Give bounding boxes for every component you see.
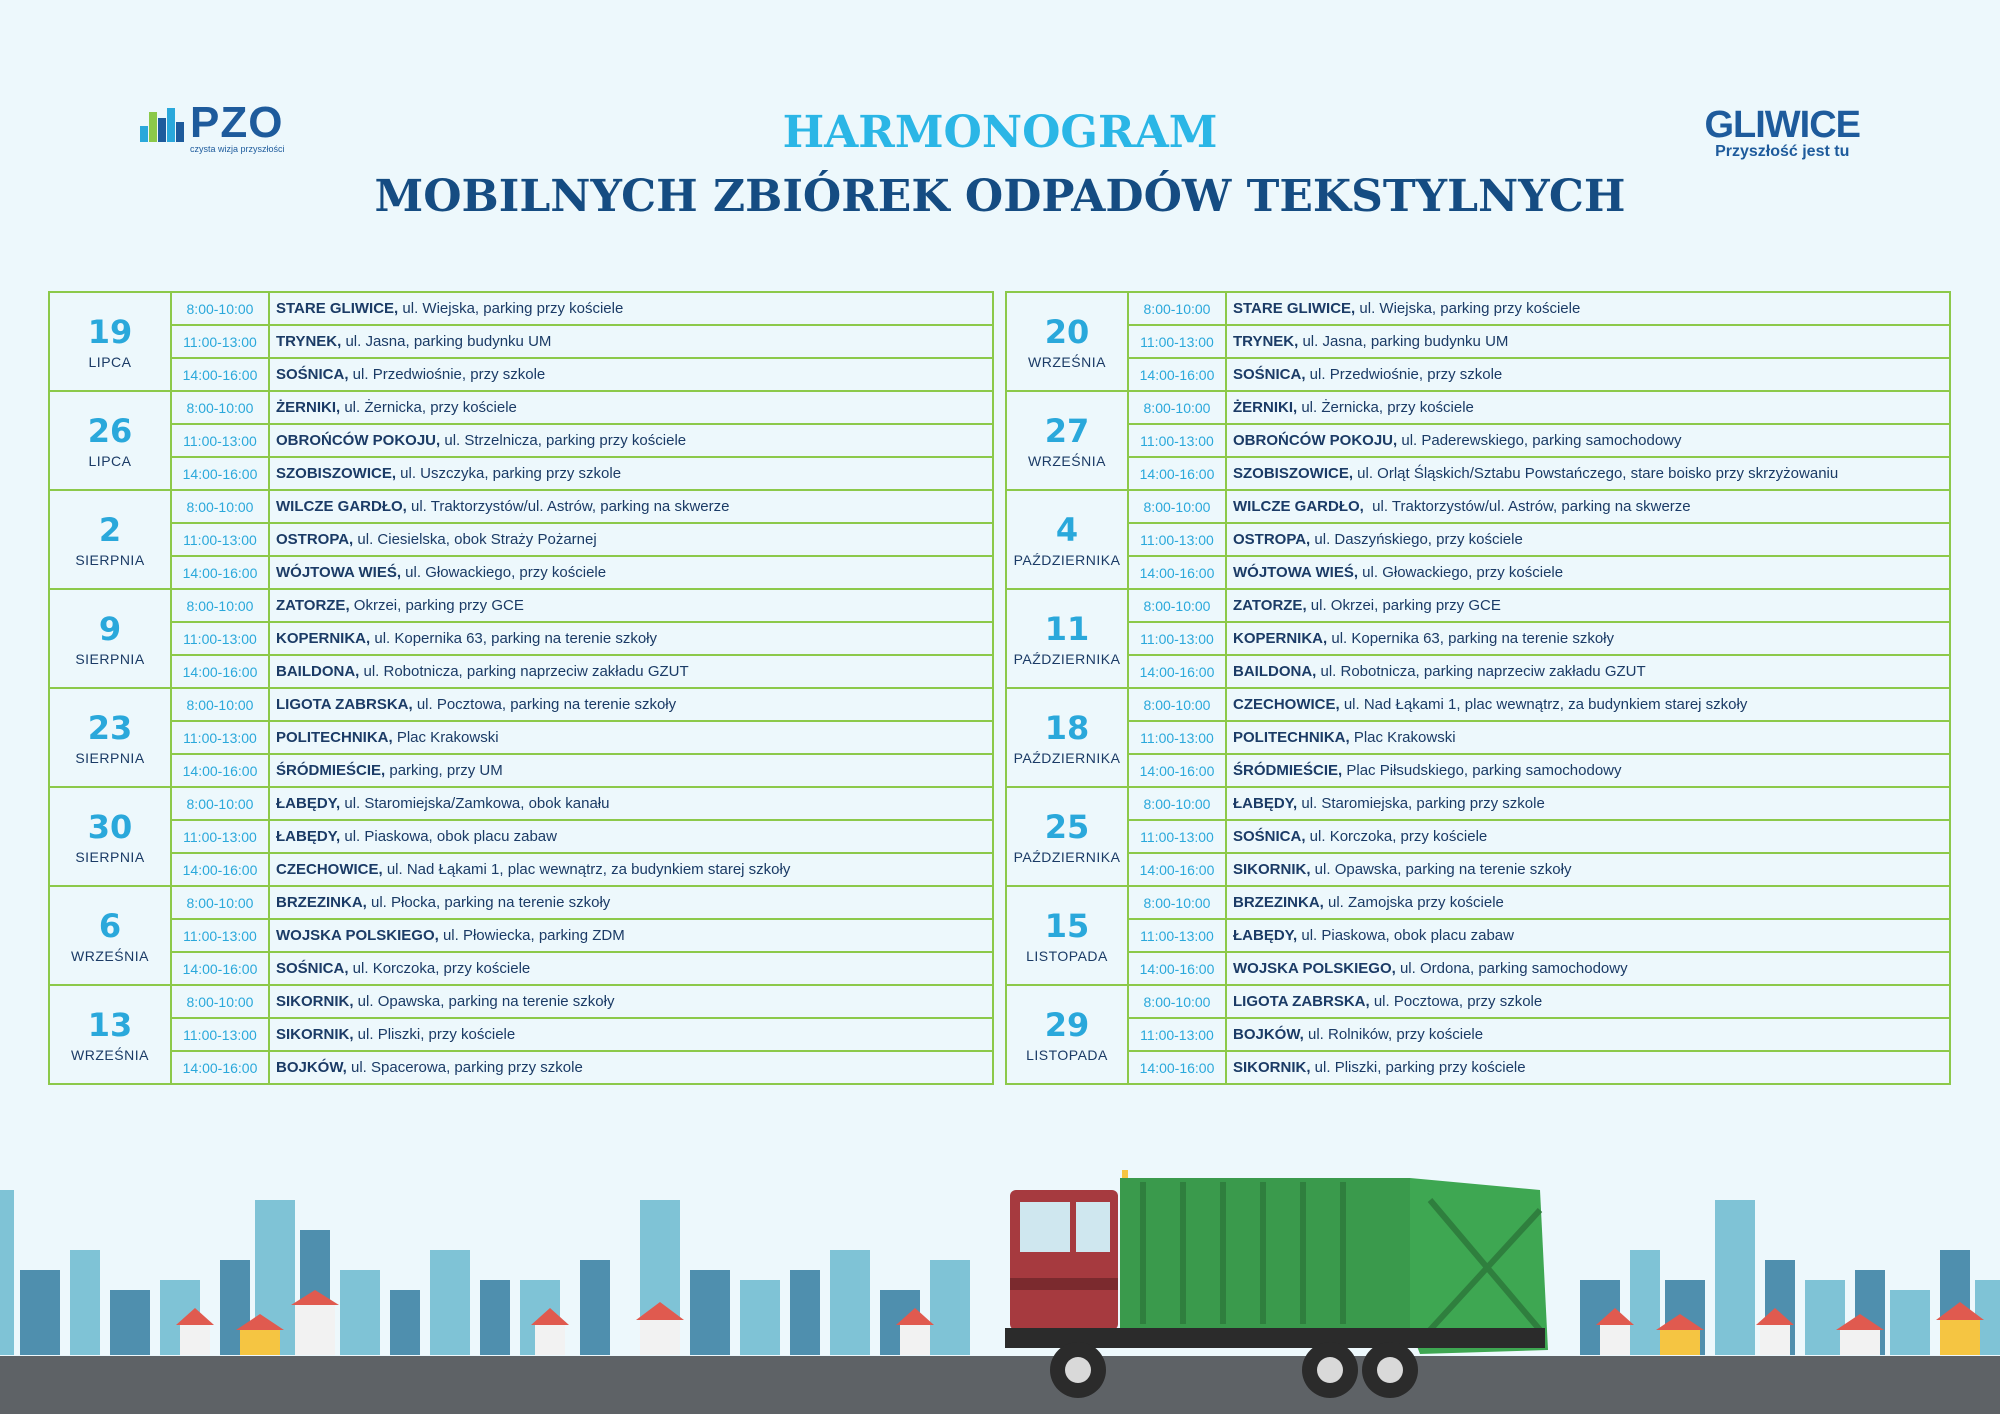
district-name: OSTROPA,	[1233, 531, 1311, 548]
day-number: 30	[87, 807, 133, 846]
day-number: 2	[98, 510, 122, 549]
address-text: ul. Traktorzystów/ul. Astrów, parking na skwerze	[406, 498, 730, 515]
month-name: PAŹDZIERNIKA	[1013, 551, 1121, 568]
location-cell	[1226, 985, 1950, 1018]
schedule-row	[49, 325, 993, 358]
district-name: WILCZE GARDŁO,	[276, 498, 407, 515]
location-cell	[1226, 490, 1950, 523]
day-number: 25	[1044, 807, 1090, 846]
schedule-row	[49, 1018, 993, 1051]
time-slot: 11:00-13:00	[171, 919, 269, 952]
address-text: ul. Głowackiego, przy kościele	[401, 564, 607, 581]
time-slot: 11:00-13:00	[1128, 919, 1226, 952]
month-name: LIPCA	[88, 353, 132, 370]
schedule-row	[49, 655, 993, 688]
time-slot: 8:00-10:00	[171, 490, 269, 523]
schedule-row	[1006, 622, 1950, 655]
date-cell	[49, 886, 171, 985]
location-cell	[1226, 391, 1950, 424]
month-name: PAŹDZIERNIKA	[1013, 650, 1121, 667]
schedule-row	[49, 292, 993, 325]
time-slot: 14:00-16:00	[1128, 754, 1226, 787]
schedule-row	[1006, 919, 1950, 952]
day-number: 27	[1044, 411, 1090, 450]
address-text: ul. Żernicka, przy kościele	[1297, 399, 1474, 416]
location-cell	[269, 391, 993, 424]
month-name: SIERPNIA	[75, 551, 145, 568]
time-slot: 14:00-16:00	[1128, 1051, 1226, 1084]
address-text: ul. Piaskowa, obok placu zabaw	[1297, 927, 1514, 944]
month-name: WRZEŚNIA	[71, 1046, 149, 1063]
address-text: ul. Okrzei, parking przy GCE	[1306, 597, 1501, 614]
location-cell	[1226, 820, 1950, 853]
day-number: 13	[87, 1005, 133, 1044]
time-slot: 14:00-16:00	[1128, 655, 1226, 688]
location-cell	[1226, 886, 1950, 919]
page-title-line1: HARMONOGRAM	[782, 107, 1218, 158]
location-cell	[269, 556, 993, 589]
date-cell	[1006, 886, 1128, 985]
address-text: ul. Pliszki, parking przy kościele	[1310, 1059, 1526, 1076]
district-name: ŻERNIKI,	[1233, 399, 1298, 416]
time-slot: 14:00-16:00	[1128, 952, 1226, 985]
address-text: ul. Płocka, parking na terenie szkoły	[366, 894, 611, 911]
month-name: LISTOPADA	[1026, 947, 1108, 964]
address-text: ul. Staromiejska, parking przy szkole	[1297, 795, 1545, 812]
schedule-table-left	[48, 291, 994, 1085]
day-number: 11	[1044, 609, 1090, 648]
time-slot: 11:00-13:00	[1128, 424, 1226, 457]
district-name: WÓJTOWA WIEŚ,	[1233, 564, 1359, 581]
address-text: ul. Żernicka, przy kościele	[340, 399, 517, 416]
district-name: BAILDONA,	[276, 663, 360, 680]
schedule-row	[49, 1051, 993, 1084]
schedule-row	[1006, 1018, 1950, 1051]
time-slot: 8:00-10:00	[171, 886, 269, 919]
date-cell	[49, 391, 171, 490]
date-cell	[1006, 688, 1128, 787]
location-cell	[1226, 556, 1950, 589]
city-left	[0, 1190, 970, 1355]
time-slot: 8:00-10:00	[1128, 292, 1226, 325]
schedule-row	[49, 622, 993, 655]
district-name: ZATORZE,	[276, 597, 350, 614]
district-name: BAILDONA,	[1233, 663, 1317, 680]
time-slot: 14:00-16:00	[171, 457, 269, 490]
day-number: 6	[98, 906, 122, 945]
address-text: ul. Traktorzystów/ul. Astrów, parking na skwerze	[1363, 498, 1691, 515]
schedule-row	[1006, 688, 1950, 721]
district-name: SIKORNIK,	[1233, 1059, 1311, 1076]
day-number: 19	[87, 312, 133, 351]
time-slot: 11:00-13:00	[171, 820, 269, 853]
address-text: ul. Robotnicza, parking naprzeciw zakładu GZUT	[359, 663, 689, 680]
location-cell	[1226, 754, 1950, 787]
time-slot: 11:00-13:00	[1128, 820, 1226, 853]
schedule-row	[49, 820, 993, 853]
schedule-row	[1006, 787, 1950, 820]
time-slot: 14:00-16:00	[171, 556, 269, 589]
district-name: OSTROPA,	[276, 531, 354, 548]
gliwice-tagline: Przyszłość jest tu	[1715, 143, 1850, 160]
location-cell	[1226, 424, 1950, 457]
district-name: SOŚNICA,	[1233, 828, 1306, 845]
district-name: SZOBISZOWICE,	[1233, 465, 1353, 482]
address-text: ul. Staromiejska/Zamkowa, obok kanału	[340, 795, 610, 812]
schedule-row	[1006, 523, 1950, 556]
location-cell	[1226, 952, 1950, 985]
month-name: SIERPNIA	[75, 749, 145, 766]
time-slot: 8:00-10:00	[171, 391, 269, 424]
address-text: ul. Nad Łąkami 1, plac wewnątrz, za budynkiem starej szkoły	[382, 861, 791, 878]
location-cell	[1226, 1018, 1950, 1051]
district-name: POLITECHNIKA,	[1233, 729, 1350, 746]
time-slot: 14:00-16:00	[171, 655, 269, 688]
time-slot: 11:00-13:00	[1128, 325, 1226, 358]
address-text: ul. Ciesielska, obok Straży Pożarnej	[353, 531, 597, 548]
schedule-row	[1006, 754, 1950, 787]
date-cell	[1006, 589, 1128, 688]
time-slot: 8:00-10:00	[1128, 391, 1226, 424]
schedule-row	[1006, 886, 1950, 919]
address-text: ul. Opawska, parking na terenie szkoły	[1310, 861, 1572, 878]
schedule-row	[49, 391, 993, 424]
pzo-tagline: czysta wizja przyszłości	[190, 144, 285, 154]
address-text: ul. Wiejska, parking przy kościele	[1355, 300, 1581, 317]
time-slot: 11:00-13:00	[171, 622, 269, 655]
date-cell	[1006, 490, 1128, 589]
schedule-row	[49, 358, 993, 391]
district-name: LIGOTA ZABRSKA,	[276, 696, 413, 713]
schedule-table-right	[1005, 291, 1951, 1085]
time-slot: 8:00-10:00	[171, 985, 269, 1018]
time-slot: 11:00-13:00	[171, 523, 269, 556]
schedule-row	[49, 721, 993, 754]
district-name: ŁABĘDY,	[276, 795, 341, 812]
district-name: WÓJTOWA WIEŚ,	[276, 564, 402, 581]
time-slot: 14:00-16:00	[171, 853, 269, 886]
district-name: BRZEZINKA,	[276, 894, 367, 911]
address-text: ul. Wiejska, parking przy kościele	[398, 300, 624, 317]
time-slot: 8:00-10:00	[171, 589, 269, 622]
district-name: ŚRÓDMIEŚCIE,	[1233, 762, 1343, 779]
location-cell	[269, 754, 993, 787]
date-cell	[49, 787, 171, 886]
address-text: ul. Daszyńskiego, przy kościele	[1310, 531, 1523, 548]
address-text: ul. Przedwiośnie, przy szkole	[1305, 366, 1503, 383]
district-name: SOŚNICA,	[1233, 366, 1306, 383]
location-cell	[269, 358, 993, 391]
address-text: ul. Robotnicza, parking naprzeciw zakładu GZUT	[1316, 663, 1646, 680]
time-slot: 8:00-10:00	[171, 292, 269, 325]
district-name: ZATORZE,	[1233, 597, 1307, 614]
month-name: WRZEŚNIA	[1028, 452, 1106, 469]
location-cell	[1226, 523, 1950, 556]
schedule-row	[1006, 358, 1950, 391]
address-text: ul. Zamojska przy kościele	[1323, 894, 1504, 911]
time-slot: 11:00-13:00	[1128, 1018, 1226, 1051]
pzo-logo-text: PZO	[190, 98, 284, 147]
schedule-row	[49, 787, 993, 820]
location-cell	[269, 820, 993, 853]
district-name: SIKORNIK,	[276, 1026, 354, 1043]
address-text: ul. Głowackiego, przy kościele	[1358, 564, 1564, 581]
time-slot: 14:00-16:00	[171, 1051, 269, 1084]
schedule-row	[1006, 490, 1950, 523]
district-name: SZOBISZOWICE,	[276, 465, 396, 482]
time-slot: 14:00-16:00	[1128, 457, 1226, 490]
month-name: LIPCA	[88, 452, 132, 469]
district-name: CZECHOWICE,	[276, 861, 383, 878]
location-cell	[269, 1018, 993, 1051]
address-text: parking, przy UM	[385, 762, 503, 779]
road	[0, 1356, 2000, 1414]
day-number: 23	[87, 708, 133, 747]
address-text: ul. Spacerowa, parking przy szkole	[346, 1059, 583, 1076]
schedule-row	[49, 952, 993, 985]
address-text: Plac Krakowski	[392, 729, 499, 746]
month-name: WRZEŚNIA	[1028, 353, 1106, 370]
location-cell	[269, 490, 993, 523]
time-slot: 8:00-10:00	[1128, 688, 1226, 721]
location-cell	[269, 655, 993, 688]
day-number: 4	[1055, 510, 1079, 549]
time-slot: 14:00-16:00	[171, 754, 269, 787]
location-cell	[1226, 589, 1950, 622]
day-number: 20	[1044, 312, 1090, 351]
schedule-row	[1006, 325, 1950, 358]
district-name: WOJSKA POLSKIEGO,	[276, 927, 439, 944]
schedule-row	[49, 853, 993, 886]
schedule-row	[49, 589, 993, 622]
time-slot: 8:00-10:00	[1128, 886, 1226, 919]
time-slot: 14:00-16:00	[1128, 358, 1226, 391]
time-slot: 11:00-13:00	[1128, 721, 1226, 754]
time-slot: 11:00-13:00	[1128, 523, 1226, 556]
location-cell	[1226, 688, 1950, 721]
district-name: OBROŃCÓW POKOJU,	[1233, 432, 1398, 449]
month-name: WRZEŚNIA	[71, 947, 149, 964]
schedule-row	[1006, 292, 1950, 325]
schedule-row	[49, 424, 993, 457]
location-cell	[269, 985, 993, 1018]
district-name: OBROŃCÓW POKOJU,	[276, 432, 441, 449]
location-cell	[269, 325, 993, 358]
address-text: ul. Korczoka, przy kościele	[348, 960, 531, 977]
district-name: CZECHOWICE,	[1233, 696, 1340, 713]
address-text: ul. Strzelnicza, parking przy kościele	[440, 432, 687, 449]
address-text: ul. Opawska, parking na terenie szkoły	[353, 993, 615, 1010]
district-name: STARE GLIWICE,	[1233, 300, 1356, 317]
address-text: ul. Kopernika 63, parking na terenie szkoły	[370, 630, 658, 647]
location-cell	[1226, 655, 1950, 688]
time-slot: 11:00-13:00	[171, 721, 269, 754]
day-number: 9	[98, 609, 122, 648]
location-cell	[269, 886, 993, 919]
address-text: ul. Pocztowa, parking na terenie szkoły	[412, 696, 677, 713]
schedule-row	[49, 688, 993, 721]
schedule-row	[1006, 391, 1950, 424]
district-name: ŁABĘDY,	[276, 828, 341, 845]
district-name: SIKORNIK,	[1233, 861, 1311, 878]
location-cell	[269, 952, 993, 985]
district-name: STARE GLIWICE,	[276, 300, 399, 317]
address-text: ul. Jasna, parking budynku UM	[341, 333, 552, 350]
location-cell	[269, 919, 993, 952]
district-name: WILCZE GARDŁO,	[1233, 498, 1364, 515]
district-name: BOJKÓW,	[1233, 1026, 1304, 1043]
location-cell	[269, 622, 993, 655]
address-text: ul. Nad Łąkami 1, plac wewnątrz, za budynkiem starej szkoły	[1339, 696, 1748, 713]
address-text: ul. Ordona, parking samochodowy	[1395, 960, 1628, 977]
month-name: LISTOPADA	[1026, 1046, 1108, 1063]
location-cell	[269, 589, 993, 622]
date-cell	[1006, 391, 1128, 490]
district-name: ŁABĘDY,	[1233, 927, 1298, 944]
date-cell	[49, 985, 171, 1084]
time-slot: 8:00-10:00	[171, 688, 269, 721]
page-title-line2: MOBILNYCH ZBIÓREK ODPADÓW TEKSTYLNYCH	[374, 171, 1626, 222]
date-cell	[1006, 292, 1128, 391]
address-text: ul. Pliszki, przy kościele	[353, 1026, 516, 1043]
month-name: SIERPNIA	[75, 848, 145, 865]
day-number: 29	[1044, 1005, 1090, 1044]
time-slot: 8:00-10:00	[1128, 985, 1226, 1018]
address-text: ul. Pocztowa, przy szkole	[1369, 993, 1543, 1010]
schedule-row	[1006, 589, 1950, 622]
location-cell	[1226, 787, 1950, 820]
date-cell	[49, 589, 171, 688]
time-slot: 14:00-16:00	[171, 952, 269, 985]
district-name: SOŚNICA,	[276, 960, 349, 977]
address-text: Plac Piłsudskiego, parking samochodowy	[1342, 762, 1622, 779]
address-text: Plac Krakowski	[1349, 729, 1456, 746]
month-name: PAŹDZIERNIKA	[1013, 848, 1121, 865]
location-cell	[269, 457, 993, 490]
schedule-row	[1006, 1051, 1950, 1084]
district-name: WOJSKA POLSKIEGO,	[1233, 960, 1396, 977]
address-text: ul. Korczoka, przy kościele	[1305, 828, 1488, 845]
location-cell	[269, 1051, 993, 1084]
schedule-row	[1006, 820, 1950, 853]
district-name: KOPERNIKA,	[276, 630, 371, 647]
district-name: TRYNEK,	[1233, 333, 1299, 350]
location-cell	[1226, 919, 1950, 952]
time-slot: 8:00-10:00	[171, 787, 269, 820]
address-text: ul. Piaskowa, obok placu zabaw	[340, 828, 557, 845]
time-slot: 14:00-16:00	[171, 358, 269, 391]
district-name: ŁABĘDY,	[1233, 795, 1298, 812]
address-text: ul. Orląt Śląskich/Sztabu Powstańczego, stare boisko przy skrzyżowaniu	[1353, 465, 1839, 482]
time-slot: 11:00-13:00	[171, 424, 269, 457]
district-name: KOPERNIKA,	[1233, 630, 1328, 647]
schedule-row	[49, 919, 993, 952]
location-cell	[1226, 292, 1950, 325]
district-name: TRYNEK,	[276, 333, 342, 350]
city-truck-illustration	[0, 1130, 2000, 1414]
schedule-row	[1006, 985, 1950, 1018]
location-cell	[1226, 457, 1950, 490]
district-name: ŻERNIKI,	[276, 399, 341, 416]
address-text: Okrzei, parking przy GCE	[349, 597, 524, 614]
location-cell	[269, 853, 993, 886]
time-slot: 11:00-13:00	[171, 325, 269, 358]
location-cell	[269, 787, 993, 820]
schedule-row	[49, 754, 993, 787]
location-cell	[269, 688, 993, 721]
schedule-row	[49, 556, 993, 589]
month-name: SIERPNIA	[75, 650, 145, 667]
district-name: ŚRÓDMIEŚCIE,	[276, 762, 386, 779]
location-cell	[269, 523, 993, 556]
date-cell	[1006, 787, 1128, 886]
date-cell	[49, 292, 171, 391]
time-slot: 8:00-10:00	[1128, 787, 1226, 820]
district-name: SIKORNIK,	[276, 993, 354, 1010]
schedule-row	[49, 457, 993, 490]
time-slot: 14:00-16:00	[1128, 853, 1226, 886]
date-cell	[1006, 985, 1128, 1084]
date-cell	[49, 490, 171, 589]
address-text: ul. Płowiecka, parking ZDM	[438, 927, 625, 944]
address-text: ul. Jasna, parking budynku UM	[1298, 333, 1509, 350]
location-cell	[1226, 358, 1950, 391]
location-cell	[1226, 721, 1950, 754]
location-cell	[1226, 325, 1950, 358]
schedule-row	[1006, 721, 1950, 754]
address-text: ul. Uszczyka, parking przy szkole	[396, 465, 622, 482]
schedule-row	[1006, 424, 1950, 457]
schedule-row	[1006, 853, 1950, 886]
location-cell	[269, 292, 993, 325]
schedule-row	[1006, 655, 1950, 688]
location-cell	[269, 424, 993, 457]
district-name: SOŚNICA,	[276, 366, 349, 383]
schedule-row	[49, 886, 993, 919]
time-slot: 14:00-16:00	[1128, 556, 1226, 589]
time-slot: 11:00-13:00	[171, 1018, 269, 1051]
district-name: POLITECHNIKA,	[276, 729, 393, 746]
schedule-row	[49, 523, 993, 556]
location-cell	[1226, 853, 1950, 886]
schedule-row	[1006, 556, 1950, 589]
address-text: ul. Kopernika 63, parking na terenie szkoły	[1327, 630, 1615, 647]
location-cell	[269, 721, 993, 754]
day-number: 26	[87, 411, 133, 450]
date-cell	[49, 688, 171, 787]
time-slot: 8:00-10:00	[1128, 589, 1226, 622]
time-slot: 8:00-10:00	[1128, 490, 1226, 523]
location-cell	[1226, 1051, 1950, 1084]
district-name: BOJKÓW,	[276, 1059, 347, 1076]
location-cell	[1226, 622, 1950, 655]
time-slot: 11:00-13:00	[1128, 622, 1226, 655]
day-number: 15	[1044, 906, 1090, 945]
district-name: BRZEZINKA,	[1233, 894, 1324, 911]
schedule-row	[1006, 952, 1950, 985]
schedule-row	[1006, 457, 1950, 490]
schedule-row	[49, 490, 993, 523]
address-text: ul. Rolników, przy kościele	[1303, 1026, 1484, 1043]
schedule-row	[49, 985, 993, 1018]
address-text: ul. Przedwiośnie, przy szkole	[348, 366, 546, 383]
address-text: ul. Paderewskiego, parking samochodowy	[1397, 432, 1682, 449]
district-name: LIGOTA ZABRSKA,	[1233, 993, 1370, 1010]
month-name: PAŹDZIERNIKA	[1013, 749, 1121, 766]
gliwice-logo-text: GLIWICE	[1704, 104, 1860, 146]
day-number: 18	[1044, 708, 1090, 747]
